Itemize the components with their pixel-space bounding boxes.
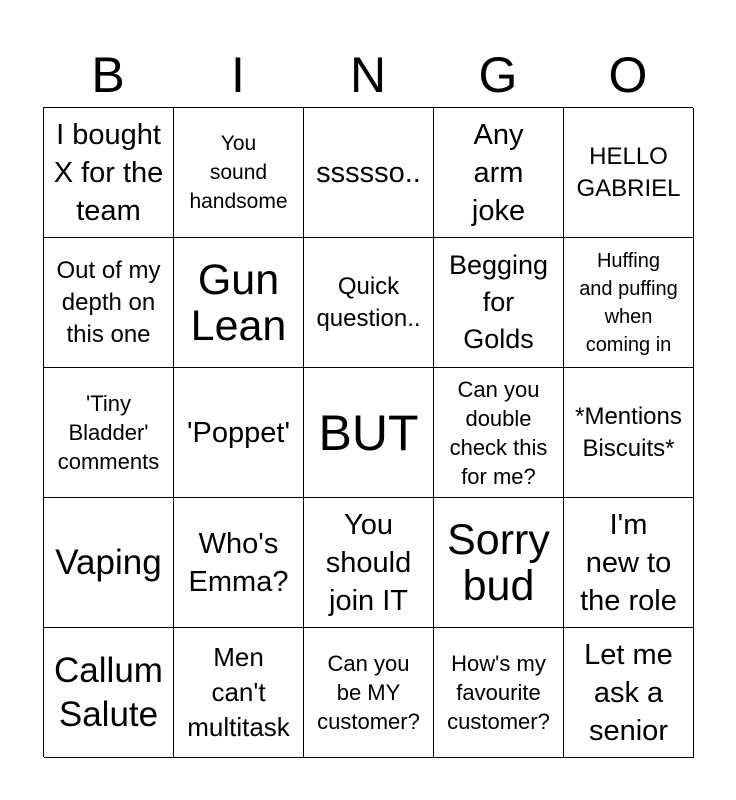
bingo-cell[interactable]: [44, 628, 174, 758]
bingo-cell[interactable]: [304, 498, 434, 628]
cell-text: HELLO GABRIEL: [576, 142, 681, 202]
header-letter-o: O: [608, 47, 648, 103]
cell-text: How's my favourite customer?: [447, 651, 550, 734]
bingo-cell[interactable]: [304, 368, 434, 498]
cell-text: Let me ask a senior: [584, 638, 673, 747]
bingo-cell[interactable]: [564, 368, 694, 498]
cell-text: Who's Emma?: [188, 527, 289, 598]
bingo-cell[interactable]: [564, 108, 694, 238]
cell-text: 'Poppet': [187, 416, 290, 449]
cell-text: Gun Lean: [190, 255, 287, 350]
bingo-cell[interactable]: [434, 628, 564, 758]
cell-text: I'm new to the role: [580, 508, 677, 617]
bingo-cell[interactable]: [44, 498, 174, 628]
bingo-cell[interactable]: [304, 238, 434, 368]
bingo-cell[interactable]: [174, 108, 304, 238]
cell-text: Sorry bud: [447, 515, 550, 610]
bingo-cell[interactable]: [174, 628, 304, 758]
cell-text: I bought X for the team: [53, 118, 164, 227]
bingo-cell[interactable]: [564, 628, 694, 758]
header-letter-i: I: [231, 47, 245, 103]
cell-text: Vaping: [55, 542, 162, 582]
bingo-cell[interactable]: [44, 238, 174, 368]
bingo-header: [43, 42, 693, 108]
bingo-cell[interactable]: [174, 238, 304, 368]
cell-text: ssssso..: [316, 156, 421, 189]
cell-text: Begging for Golds: [448, 250, 549, 354]
cell-text: Callum Salute: [54, 650, 163, 734]
cell-text: BUT: [318, 404, 419, 461]
bingo-cell[interactable]: [564, 498, 694, 628]
cell-text: You sound handsome: [189, 132, 288, 213]
bingo-cell[interactable]: [304, 628, 434, 758]
cell-text: Quick question..: [316, 272, 421, 332]
cell-text: Any arm joke: [471, 118, 526, 227]
bingo-cell[interactable]: [174, 498, 304, 628]
cell-text: Can you be MY customer?: [317, 651, 420, 734]
header-letter-n: N: [349, 47, 387, 103]
cell-text: You should join IT: [325, 508, 412, 617]
bingo-cell[interactable]: [304, 108, 434, 238]
bingo-cell[interactable]: [44, 108, 174, 238]
bingo-cell[interactable]: [434, 238, 564, 368]
header-letter-g: G: [478, 47, 518, 103]
bingo-cell[interactable]: [564, 238, 694, 368]
bingo-cell[interactable]: [44, 368, 174, 498]
cell-text: *Mentions Biscuits*: [575, 402, 682, 462]
bingo-cell[interactable]: [434, 368, 564, 498]
bingo-cell[interactable]: [434, 498, 564, 628]
bingo-board: [43, 107, 693, 757]
bingo-cell[interactable]: [174, 368, 304, 498]
cell-text: Out of my depth on this one: [56, 256, 161, 348]
cell-text: 'Tiny Bladder' comments: [57, 391, 160, 474]
bingo-cell[interactable]: [434, 108, 564, 238]
cell-text: Can you double check this for me?: [449, 376, 548, 489]
cell-text: Huffing and puffing when coming in: [579, 249, 678, 356]
cell-text: Men can't multitask: [187, 642, 290, 742]
header-letter-b: B: [91, 47, 125, 103]
